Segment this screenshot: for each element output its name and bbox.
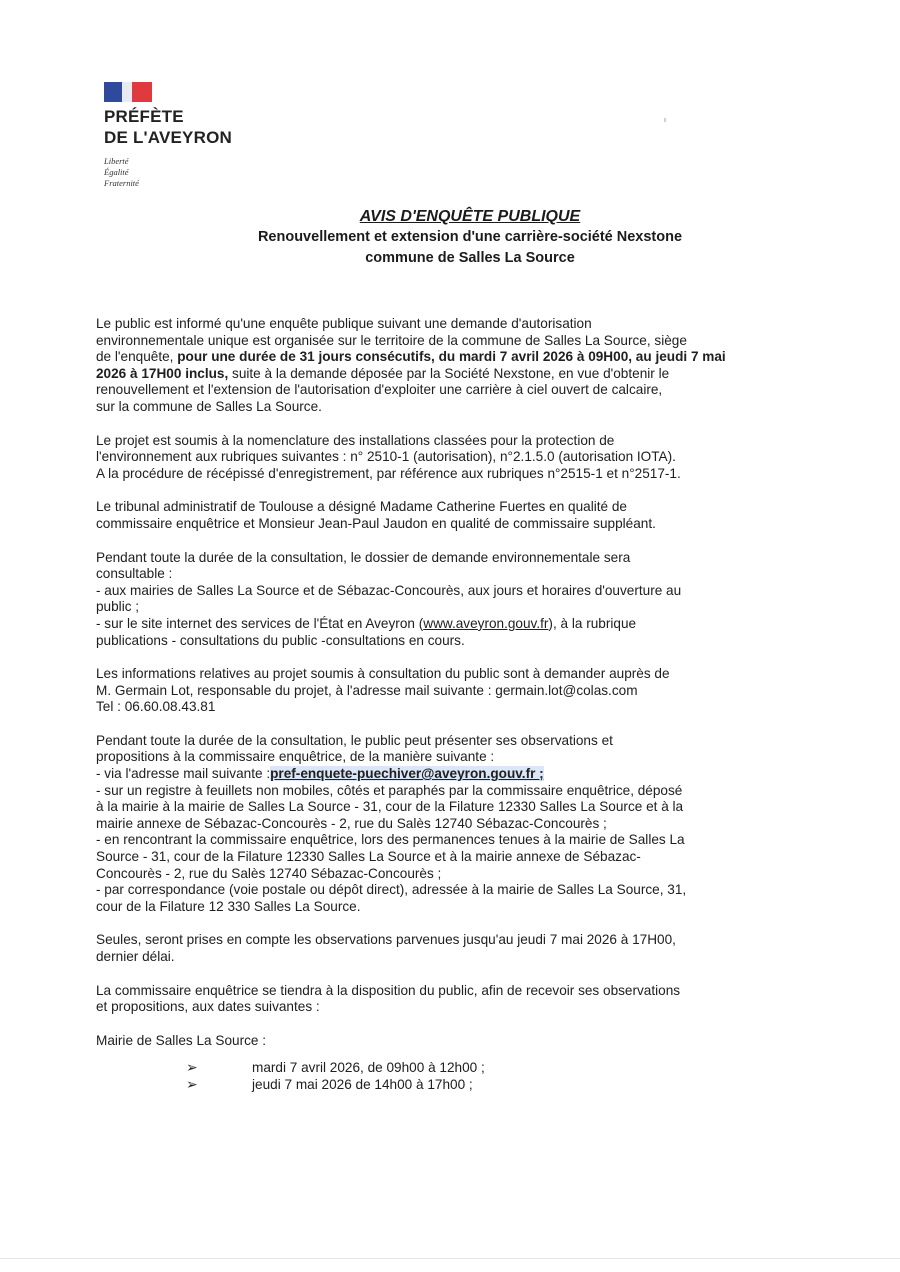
text-line: public ; [96,599,140,615]
text-line: propositions à la commissaire enquêtrice, de la manière suivante : [96,749,495,765]
paragraph-consultation [96,550,812,650]
text-line: La commissaire enquêtrice se tiendra à la disposition du public, afin de recevoir ses observations [96,982,681,998]
notice-title: AVIS D'ENQUÊTE PUBLIQUE [359,208,581,225]
text-line: Pendant toute la durée de la consultation, le dossier de demande environnementale sera [96,549,631,565]
prefecture-line-1: PRÉFÈTE [104,107,184,126]
text-line: sur la commune de Salles La Source. [96,398,322,414]
enquiry-dates-end: 2026 à 17H00 inclus, [96,365,229,381]
text-line: mairie annexe de Sébazac-Concourès - 2, rue du Salès 12740 Sébazac-Concourès ; [96,815,607,831]
text-line: - par correspondance (voie postale ou dépôt direct), adressée à la mairie de Salles La Source, 31, [96,882,687,898]
text-line: - sur le site internet des services de l'État en Aveyron (www.aveyron.gouv.fr), à la rubrique [96,615,637,631]
paragraph-observations [96,733,812,916]
text-line: et propositions, aux dates suivantes : [96,999,320,1015]
permanences-list [96,1059,812,1093]
motto-fraternite: Fraternité [104,178,139,188]
permanences-section [96,1033,812,1094]
notice-title-block [190,206,750,269]
enquiry-email-link[interactable]: pref-enquete-puechiver@aveyron.gouv.fr ; [270,766,544,782]
list-item [96,1059,812,1076]
text-line: - en rencontrant la commissaire enquêtrice, lors des permanences tenues à la mairie de Salles La [96,832,685,848]
text-line: à la mairie à la mairie de Salles La Source - 31, cour de la Filature 12330 Salles La Source et à la [96,799,684,815]
prefecture-name [104,106,364,148]
permanence-date: jeudi 7 mai 2026 de 14h00 à 17h00 ; [252,1077,473,1093]
text-line: Concourès - 2, rue du Salès 12740 Sébazac-Concourès ; [96,865,442,881]
text-line: environnementale unique est organisée sur le territoire de la commune de Salles La Source, siège [96,332,687,348]
notice-body [96,316,812,1110]
text-line: cour de la Filature 12 330 Salles La Source. [96,898,361,914]
text-line: Tel : 06.60.08.43.81 [96,699,216,715]
permanence-date: mardi 7 avril 2026, de 09h00 à 12h00 ; [252,1060,485,1076]
text-line: Source - 31, cour de la Filature 12330 Salles La Source et à la mairie annexe de Sébazac- [96,849,641,865]
marianne-logo [104,82,152,102]
text-line: - via l'adresse mail suivante :pref-enquete-puechiver@aveyron.gouv.fr ; [96,766,544,782]
text-line: - aux mairies de Salles La Source et de Sébazac-Concourès, aux jours et horaires d'ouverture au [96,582,682,598]
paragraph-permanences-intro [96,983,812,1016]
arrow-bullet-icon: ➢ [186,1059,198,1076]
paragraph-nomenclature [96,433,812,483]
text-line: publications - consultations du public -consultations en cours. [96,632,465,648]
text-line: commissaire enquêtrice et Monsieur Jean-Paul Jaudon en qualité de commissaire suppléant. [96,515,656,531]
text-line: renouvellement et l'extension de l'autorisation d'exploiter une carrière à ciel ouvert de calcaire, [96,382,663,398]
arrow-bullet-icon: ➢ [186,1076,198,1093]
motto-liberte: Liberté [104,156,129,166]
permanences-location: Mairie de Salles La Source : [96,1032,267,1048]
paragraph-contact [96,666,812,716]
text-line: 2026 à 17H00 inclus, suite à la demande déposée par la Société Nexstone, en vue d'obtenir le [96,365,670,381]
text-line: Les informations relatives au projet soumis à consultation du public sont à demander auprès de [96,666,670,682]
enquiry-dates: pour une durée de 31 jours consécutifs, du mardi 7 avril 2026 à 09H00, au jeudi 7 mai [177,349,726,365]
text-line: consultable : [96,566,173,582]
paragraph-commissioner [96,499,812,532]
text-line: M. Germain Lot, responsable du projet, à l'adresse mail suivante : germain.lot@colas.com [96,682,638,698]
website-link[interactable]: www.aveyron.gouv.fr [423,615,549,631]
text-line: l'environnement aux rubriques suivantes : n° 2510-1 (autorisation), n°2.1.5.0 (autorisation IOTA). [96,449,676,465]
prefecture-header [104,82,364,189]
scan-speck [664,118,666,122]
scan-edge-line [0,1258,900,1259]
text-line: Le tribunal administratif de Toulouse a désigné Madame Catherine Fuertes en qualité de [96,499,627,515]
notice-subtitle-2: commune de Salles La Source [365,250,575,266]
republic-motto [104,156,364,189]
text-line: Le projet est soumis à la nomenclature des installations classées pour la protection de [96,432,615,448]
list-item [96,1076,812,1093]
motto-egalite: Égalité [104,167,129,177]
text-line: de l'enquête, pour une durée de 31 jours consécutifs, du mardi 7 avril 2026 à 09H00, au jeudi 7 mai [96,349,726,365]
text-line: Le public est informé qu'une enquête publique suivant une demande d'autorisation [96,316,592,331]
text-line: - sur un registre à feuillets non mobiles, côtés et paraphés par la commissaire enquêtrice, déposé [96,782,683,798]
text-line: Seules, seront prises en compte les observations parvenues jusqu'au jeudi 7 mai 2026 à 17H00, [96,932,676,948]
paragraph-deadline [96,932,812,965]
notice-subtitle-1: Renouvellement et extension d'une carrière-société Nexstone [257,229,683,245]
text-line: Pendant toute la durée de la consultation, le public peut présenter ses observations et [96,732,613,748]
prefecture-line-2: DE L'AVEYRON [104,128,232,147]
text-line: A la procédure de récépissé d'enregistrement, par référence aux rubriques n°2515-1 et n°2517-1. [96,465,681,481]
text-line: dernier délai. [96,949,175,964]
paragraph-enquiry-info [96,316,812,416]
